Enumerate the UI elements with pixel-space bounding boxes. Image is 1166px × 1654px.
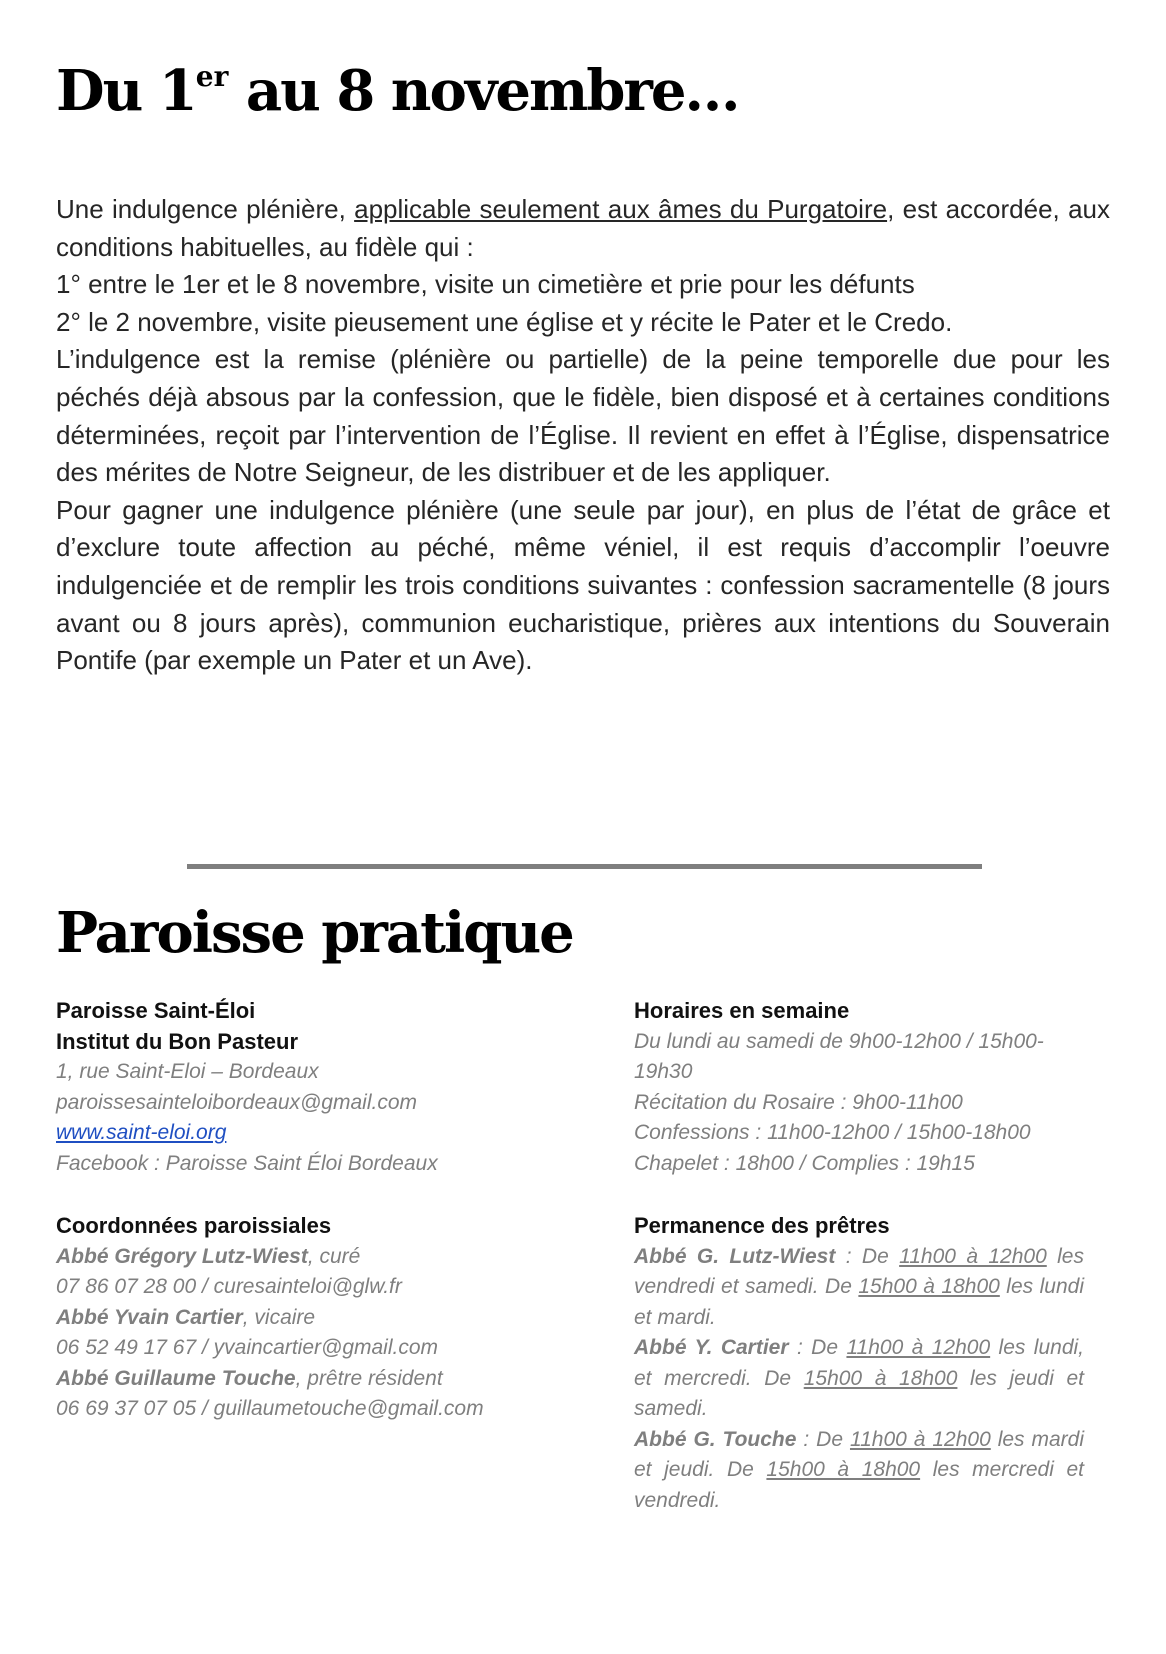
title-superscript: er [195,60,229,93]
perm-text: les lundi et mardi. [634,1275,1084,1329]
section-title-novembre [56,58,739,124]
perm-hours: 11h00 à 12h00 [899,1244,1047,1268]
perm-hours: 11h00 à 12h00 [849,1427,991,1451]
perm-text: : De [835,1244,900,1268]
contact-role: , curé [307,1244,361,1268]
perm-text: les mardi et jeudi. De [634,1427,1085,1481]
parish-facebook: Facebook : Paroisse Saint Éloi Bordeaux [56,1151,438,1175]
contact-role: , vicaire [242,1305,316,1329]
perm-hours: 15h00 à 18h00 [803,1366,958,1390]
priest-name: Abbé Y. Cartier [634,1336,789,1359]
contact-details: 07 86 07 28 00 / curesainteloi@glw.fr [56,1275,402,1298]
condition-line-2: 2° le 2 novembre, visite pieusement une église et y récite le Pater et le Credo. [56,306,953,337]
contact-details: 06 69 37 07 05 / guillaumetouche@gmail.com [56,1397,484,1420]
hours-line: Récitation du Rosaire : 9h00-11h00 [634,1090,963,1114]
perm-text: les vendredi et samedi. De [634,1244,1084,1298]
title-text: Du 1 [56,58,196,124]
condition-line-1: 1° entre le 1er et le 8 novembre, visite un cimetière et prie pour les défunts [56,269,915,300]
permanence-heading: Permanence des prêtres [634,1213,890,1238]
parish-info-column [56,996,576,1425]
permanence-entry [634,1425,1084,1517]
contact-name-line [56,1303,576,1334]
intro-paragraph [56,191,1110,266]
section-title-paroisse: Paroisse pratique [56,900,573,966]
schedule-column [634,996,1084,1516]
contact-name-line [56,1242,576,1273]
perm-text: : De [788,1336,847,1359]
title-text-end: au 8 novembre… [228,58,739,124]
parish-name: Paroisse Saint-Éloi [56,998,256,1023]
section-divider [187,864,982,869]
institute-name: Institut du Bon Pasteur [56,1028,298,1054]
contact-details: 06 52 49 17 67 / yvaincartier@gmail.com [56,1336,439,1359]
indulgence-text [56,191,1110,680]
intro-underlined: applicable seulement aux âmes du Purgatoire [354,194,888,224]
hours-line: Chapelet : 18h00 / Complies : 19h15 [634,1151,975,1175]
parish-email: paroissesainteloibordeaux@gmail.com [56,1090,417,1114]
parish-address: 1, rue Saint-Eloi – Bordeaux [56,1060,319,1083]
permanence-entry [634,1333,1084,1425]
intro-text-a: Une indulgence plénière, [56,194,355,224]
perm-text: les lundi, et mercredi. De [634,1336,1085,1390]
hours-line: Confessions : 11h00-12h00 / 15h00-18h00 [634,1121,1031,1144]
hours-heading: Horaires en semaine [634,998,850,1023]
definition-paragraph: L’indulgence est la remise (plénière ou partielle) de la peine temporelle due pour les péchés déjà absous par la confession, que le fidèle, bien disposé et à certaines conditions déterminées, reçoit par l’intervention de l’Église. Il revient en effet à l’Église, dispensatrice des mérites de Notre Seigneur, de les distribuer et de les appliquer. [56,344,1110,488]
conditions-paragraph: Pour gagner une indulgence plénière (une seule par jour), en plus de l’état de grâce et d’exclure toute affection au péché, même véniel, il est requis d’accomplir l’oeuvre indulgenciée et de remplir les trois conditions suivantes : confession sacramentelle (8 jours avant ou 8 jours après), communion eucharistique, prières aux intentions du Souverain Pontife (par exemple un Pater et un Ave). [56,494,1110,676]
perm-hours: 15h00 à 18h00 [766,1458,921,1481]
permanence-entry [634,1242,1084,1334]
contact-role: , prêtre résident [295,1366,443,1390]
contact-name: Abbé Yvain Cartier [56,1305,243,1329]
perm-text: : De [796,1427,850,1451]
priest-name: Abbé G. Lutz-Wiest [634,1244,836,1268]
contacts-heading: Coordonnées paroissiales [56,1213,332,1238]
intro-text-b: , est accordée, aux conditions habituelles, au fidèle qui : [56,194,1111,262]
perm-hours: 11h00 à 12h00 [846,1336,991,1359]
contact-name: Abbé Guillaume Touche [56,1366,296,1390]
parish-website-link[interactable]: www.saint-eloi.org [56,1121,227,1144]
hours-line: Du lundi au samedi de 9h00-12h00 / 15h00-19h30 [634,1029,1044,1083]
perm-hours: 15h00 à 18h00 [858,1275,1000,1298]
perm-text: les mercredi et vendredi. [634,1458,1084,1512]
perm-text: les jeudi et samedi. [634,1366,1084,1420]
contact-name-line [56,1364,576,1395]
priest-name: Abbé G. Touche [634,1427,797,1451]
contact-name: Abbé Grégory Lutz-Wiest [56,1244,308,1268]
